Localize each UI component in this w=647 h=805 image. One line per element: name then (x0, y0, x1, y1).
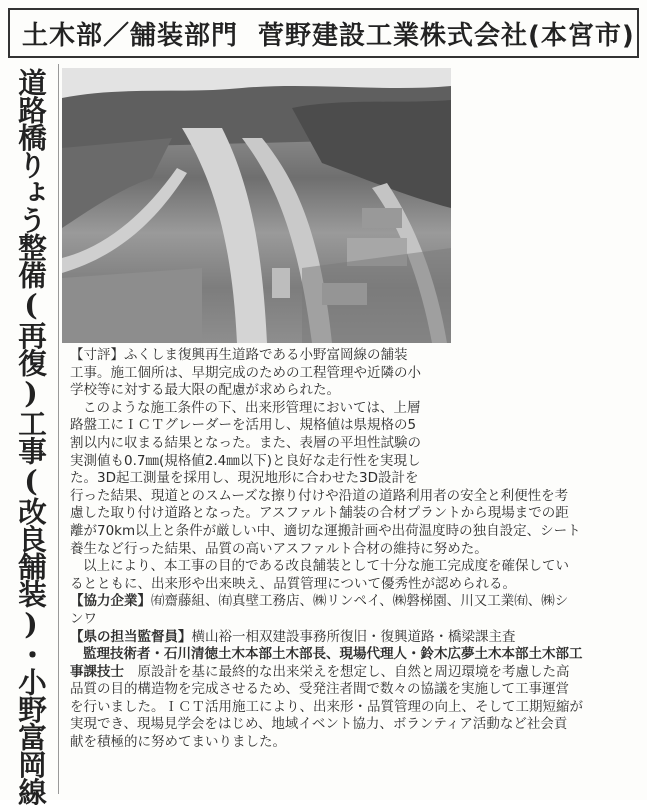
closing-line (70, 664, 636, 682)
review-line: 行った結果、現道とのスムーズな擦り付けや沿道の道路利用者の安全と利便性を考 (70, 487, 569, 504)
review-line: 以上により、本工事の目的である改良舗装として十分な施工完成度を確保してい (83, 558, 569, 575)
column-divider (58, 64, 59, 794)
closing-line: 実現でき、現場見学会をはじめ、地域イベント協力、ボランティア活動など社会貢 (70, 716, 568, 733)
partners-list: ㈲齋藤組、㈲真壁工務店、㈱リンペイ、㈱磐梯園、川又工業㈲、㈱シ (151, 593, 569, 610)
partners-line: ンワ (70, 610, 97, 627)
supervisor-name: 横山裕一相双建設事務所復旧・復興道路・橋梁課主査 (191, 628, 516, 645)
review-line: 工事。施工個所は、早期完成のための工程管理や近隣の小 (70, 364, 421, 381)
article-body (70, 347, 636, 752)
review-line: 【寸評】ふくしま復興再生道路である小野富岡線の舗装 (70, 347, 408, 363)
photo-side-space (455, 68, 639, 343)
closing-line: 献を積極的に努めてまいりました。 (70, 734, 286, 751)
review-line: このような施工条件の下、出来形管理においては、上層 (83, 399, 421, 416)
headline-box (8, 8, 639, 58)
review-line: 学校等に対する最大限の配慮が求められた。 (70, 382, 340, 399)
review-line: た。3D起工測量を採用し、現況地形に合わせた3D設計を (70, 470, 419, 487)
aerial-photo (62, 68, 451, 343)
aerial-construction-site-photo-icon (62, 68, 451, 343)
review-line: 慮した取り付け道路となった。アスファルト舗装の合材プラントから現場までの距 (70, 505, 569, 522)
review-line: 割以内に収まる結果となった。また、表層の平坦性試験の (70, 434, 421, 451)
closing-text: 原設計を基に最終的な出来栄えを想定し、自然と周辺環境を考慮した高 (137, 663, 570, 680)
closing-line: 品質の目的構造物を完成させるため、受発注者間で数々の協議を実施して工事運営 (70, 681, 569, 698)
partners-label: 【協力企業】 (70, 593, 151, 610)
headline-company: 菅野建設工業株式会社(本宮市) (258, 20, 635, 51)
partners-line (70, 593, 636, 611)
headline-division: 土木部／舗装部門 (22, 20, 239, 51)
review-line: 実測値も0.7㎜(規格値2.4㎜以下)と良好な走行性を実現し (70, 452, 421, 469)
review-line: 養生など行った結果、品質の高いアスファルト合材の維持に努めた。 (70, 540, 488, 557)
staff-line: 監理技術者・石川清徳土木本部土木部長、現場代理人・鈴木広夢土木本部土木部工 (83, 646, 583, 663)
review-line: 離が70km以上と条件が厳しい中、適切な運搬計画や出荷温度時の独自設定、シート (70, 522, 581, 539)
project-title: 道路橋りょう整備(再復)工事(改良舗装)・小野富岡線 (14, 68, 48, 805)
review-line: 路盤工にＩＣＴグレーダーを活用し、規格値は県規格の5 (70, 417, 417, 434)
supervisor-line (70, 629, 636, 647)
closing-line: を行いました。ＩＣＴ活用施工により、出来形・品質管理の向上、そして工期短縮が (70, 698, 583, 715)
supervisor-label: 【県の担当監督員】 (70, 628, 192, 645)
staff-line: 事課技士 (70, 663, 124, 680)
review-line: るとともに、出来形や出来映え、品質管理について優秀性が認められる。 (70, 575, 517, 592)
